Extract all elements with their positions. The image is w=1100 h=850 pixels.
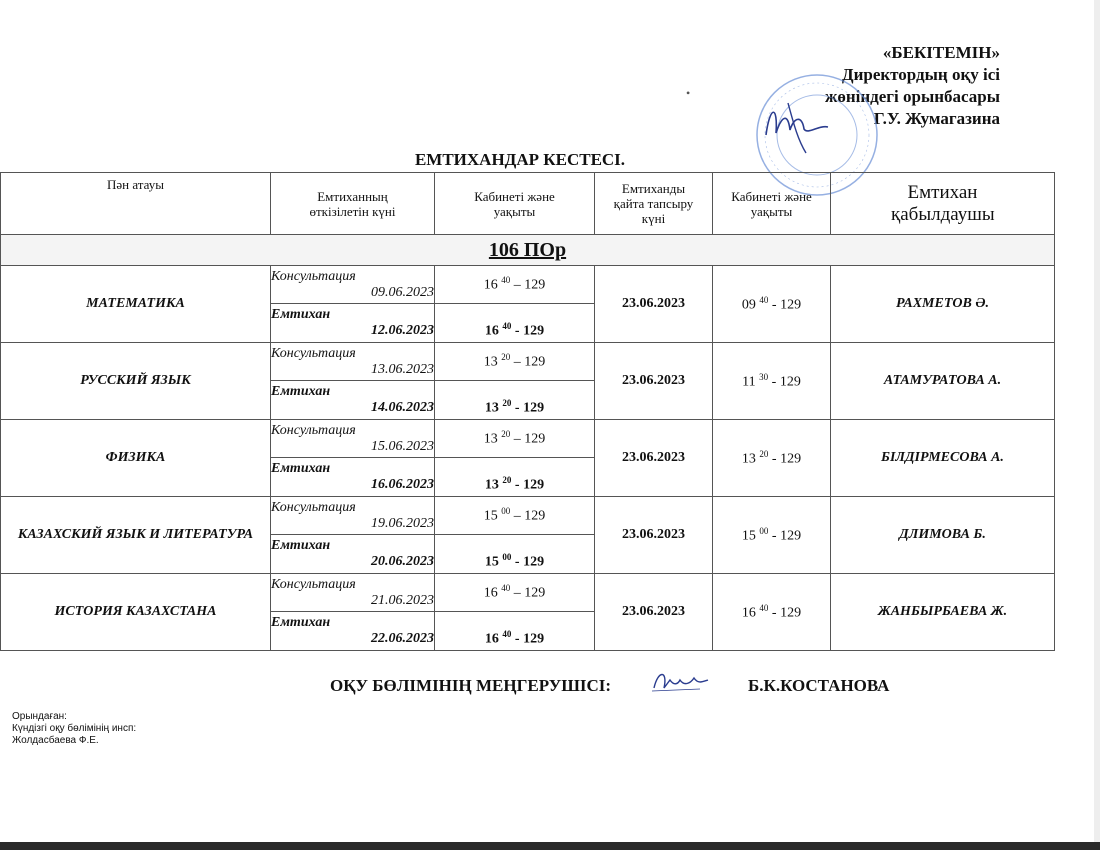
consultation-date: 15.06.2023	[371, 438, 434, 454]
subject-name: ИСТОРИЯ КАЗАХСТАНА	[1, 574, 271, 651]
exam-time-room	[435, 381, 595, 420]
subject-name: МАТЕМАТИКА	[1, 266, 271, 343]
consultation-room: – 129	[513, 585, 546, 601]
exam-minute: 20	[502, 397, 512, 408]
exam-time-room	[435, 304, 595, 343]
retake-time-room	[713, 420, 831, 497]
retake-minute: 20	[759, 448, 769, 459]
consultation-time-room	[435, 420, 595, 458]
retake-hour: 11	[742, 374, 756, 390]
retake-date: 23.06.2023	[595, 497, 713, 574]
retake-time-room	[713, 497, 831, 574]
exam-room: - 129	[514, 554, 545, 570]
consultation-cell	[271, 343, 435, 381]
exam-date: 16.06.2023	[371, 477, 434, 492]
deputy-signature-icon	[758, 95, 838, 155]
consultation-time-room	[435, 574, 595, 612]
approval-name: Г.У. Жумагазина	[873, 109, 1000, 128]
consultation-minute: 40	[501, 275, 511, 286]
exam-label: Емтихан	[271, 538, 331, 553]
retake-date: 23.06.2023	[595, 420, 713, 497]
performer-position: Күндізгі оқу бөлімінің инсп:	[12, 723, 137, 734]
consultation-label: Консультация	[271, 499, 356, 515]
exam-room: - 129	[514, 631, 545, 647]
group-row	[1, 235, 1055, 266]
subject-name: ФИЗИКА	[1, 420, 271, 497]
exam-label: Емтихан	[271, 384, 331, 399]
header-exam-date: Емтиханның өткізілетін күні	[271, 173, 435, 235]
retake-minute: 40	[759, 602, 769, 613]
table-header-row	[1, 173, 1055, 235]
consultation-cell	[271, 574, 435, 612]
retake-hour: 15	[741, 528, 756, 544]
retake-room: - 129	[771, 451, 802, 467]
exam-hour: 15	[484, 554, 499, 570]
document-title: ЕМТИХАНДАР КЕСТЕСІ.	[414, 150, 626, 169]
retake-hour: 13	[741, 451, 756, 467]
consultation-hour: 15	[483, 508, 498, 524]
retake-time-room	[713, 266, 831, 343]
retake-room: - 129	[771, 605, 802, 621]
exam-hour: 13	[484, 400, 499, 416]
approval-position-line1: Директордың оқу ісі	[841, 65, 1000, 84]
subject-name: КАЗАХСКИЙ ЯЗЫК И ЛИТЕРАТУРА	[1, 497, 271, 574]
scan-mark: •	[686, 86, 691, 100]
header-retake-date: Емтиханды қайта тапсыру күні	[595, 173, 713, 235]
exam-schedule-table	[0, 172, 1055, 651]
consultation-hour: 16	[483, 585, 498, 601]
retake-time-room	[713, 343, 831, 420]
retake-room: - 129	[771, 374, 801, 390]
consultation-minute: 00	[501, 506, 511, 517]
scan-bottom-border	[0, 842, 1100, 850]
performer-name: Жолдасбаева Ф.Е.	[12, 735, 99, 746]
retake-minute: 40	[759, 294, 769, 305]
retake-date: 23.06.2023	[595, 574, 713, 651]
exam-room: - 129	[514, 477, 545, 493]
consultation-room: – 129	[513, 277, 546, 293]
exam-label: Емтихан	[271, 307, 331, 322]
retake-time-room	[713, 574, 831, 651]
exam-cell	[271, 458, 435, 497]
examiner-name: РАХМЕТОВ Ә.	[831, 266, 1055, 343]
exam-hour: 13	[484, 477, 499, 493]
subject-row-consultation	[1, 497, 1055, 535]
consultation-minute: 20	[501, 429, 511, 440]
scan-edge	[1094, 0, 1100, 850]
consultation-cell	[271, 497, 435, 535]
head-position-label: ОҚУ БӨЛІМІНІҢ МЕҢГЕРУШІСІ:	[330, 676, 612, 695]
retake-hour: 16	[741, 605, 756, 621]
header-room-time: Кабинеті және уақыты	[435, 173, 595, 235]
performer-label: Орындаған:	[12, 711, 67, 722]
retake-date: 23.06.2023	[595, 343, 713, 420]
exam-minute: 40	[502, 628, 512, 639]
exam-date: 22.06.2023	[371, 631, 434, 646]
approval-position-line2: жөніндегі орынбасары	[825, 87, 1000, 106]
retake-room: - 129	[771, 528, 802, 544]
consultation-cell	[271, 266, 435, 304]
subject-row-consultation	[1, 420, 1055, 458]
retake-minute: 00	[759, 525, 769, 536]
retake-date: 23.06.2023	[595, 266, 713, 343]
examiner-name: ЖАНБЫРБАЕВА Ж.	[831, 574, 1055, 651]
consultation-minute: 40	[501, 583, 511, 594]
retake-hour: 09	[741, 297, 756, 313]
retake-room: - 129	[771, 297, 802, 313]
exam-cell	[271, 304, 435, 343]
examiner-name: БІЛДІРМЕСОВА А.	[831, 420, 1055, 497]
exam-minute: 20	[502, 474, 512, 485]
consultation-label: Консультация	[271, 268, 356, 284]
group-name: 106 ПОр	[1, 235, 1055, 266]
head-name: Б.К.КОСТАНОВА	[748, 676, 890, 695]
consultation-label: Консультация	[271, 345, 356, 361]
consultation-date: 09.06.2023	[371, 284, 434, 300]
consultation-hour: 16	[483, 277, 498, 293]
examiner-name: АТАМУРАТОВА А.	[831, 343, 1055, 420]
exam-cell	[271, 535, 435, 574]
exam-hour: 16	[484, 631, 499, 647]
exam-label: Емтихан	[271, 615, 331, 630]
performer-block	[12, 711, 136, 747]
exam-time-room	[435, 458, 595, 497]
consultation-label: Консультация	[271, 422, 356, 438]
consultation-room: – 129	[513, 508, 546, 524]
exam-time-room	[435, 612, 595, 651]
subject-name: РУССКИЙ ЯЗЫК	[1, 343, 271, 420]
exam-hour: 16	[484, 323, 499, 339]
exam-cell	[271, 381, 435, 420]
consultation-room: – 129	[513, 431, 546, 447]
approval-heading: «БЕКІТЕМІН»	[882, 43, 1000, 62]
header-subject: Пән атауы	[1, 173, 271, 235]
retake-minute: 30	[759, 371, 769, 382]
consultation-minute: 20	[501, 352, 511, 363]
consultation-hour: 13	[483, 354, 498, 370]
consultation-time-room	[435, 266, 595, 304]
exam-time-room	[435, 535, 595, 574]
exam-date: 14.06.2023	[371, 400, 434, 415]
consultation-date: 21.06.2023	[371, 592, 434, 608]
consultation-time-room	[435, 497, 595, 535]
exam-date: 20.06.2023	[371, 554, 434, 569]
subject-row-consultation	[1, 266, 1055, 304]
exam-cell	[271, 612, 435, 651]
examiner-name: ДЛИМОВА Б.	[831, 497, 1055, 574]
exam-room: - 129	[514, 323, 545, 339]
consultation-label: Консультация	[271, 576, 356, 592]
header-examiner: Емтихан қабылдаушы	[831, 173, 1055, 235]
exam-label: Емтихан	[271, 461, 331, 476]
head-signature-icon	[650, 668, 710, 694]
exam-room: - 129	[514, 400, 545, 416]
exam-date: 12.06.2023	[371, 323, 434, 338]
subject-row-consultation	[1, 574, 1055, 612]
head-signature-line	[330, 676, 890, 696]
consultation-time-room	[435, 343, 595, 381]
header-retake-room-time: Кабинеті және уақыты	[713, 173, 831, 235]
consultation-hour: 13	[483, 431, 498, 447]
consultation-cell	[271, 420, 435, 458]
consultation-date: 13.06.2023	[371, 361, 434, 377]
consultation-date: 19.06.2023	[371, 515, 434, 531]
exam-minute: 40	[502, 320, 512, 331]
exam-minute: 00	[502, 551, 512, 562]
consultation-room: – 129	[513, 354, 546, 370]
subject-row-consultation	[1, 343, 1055, 381]
